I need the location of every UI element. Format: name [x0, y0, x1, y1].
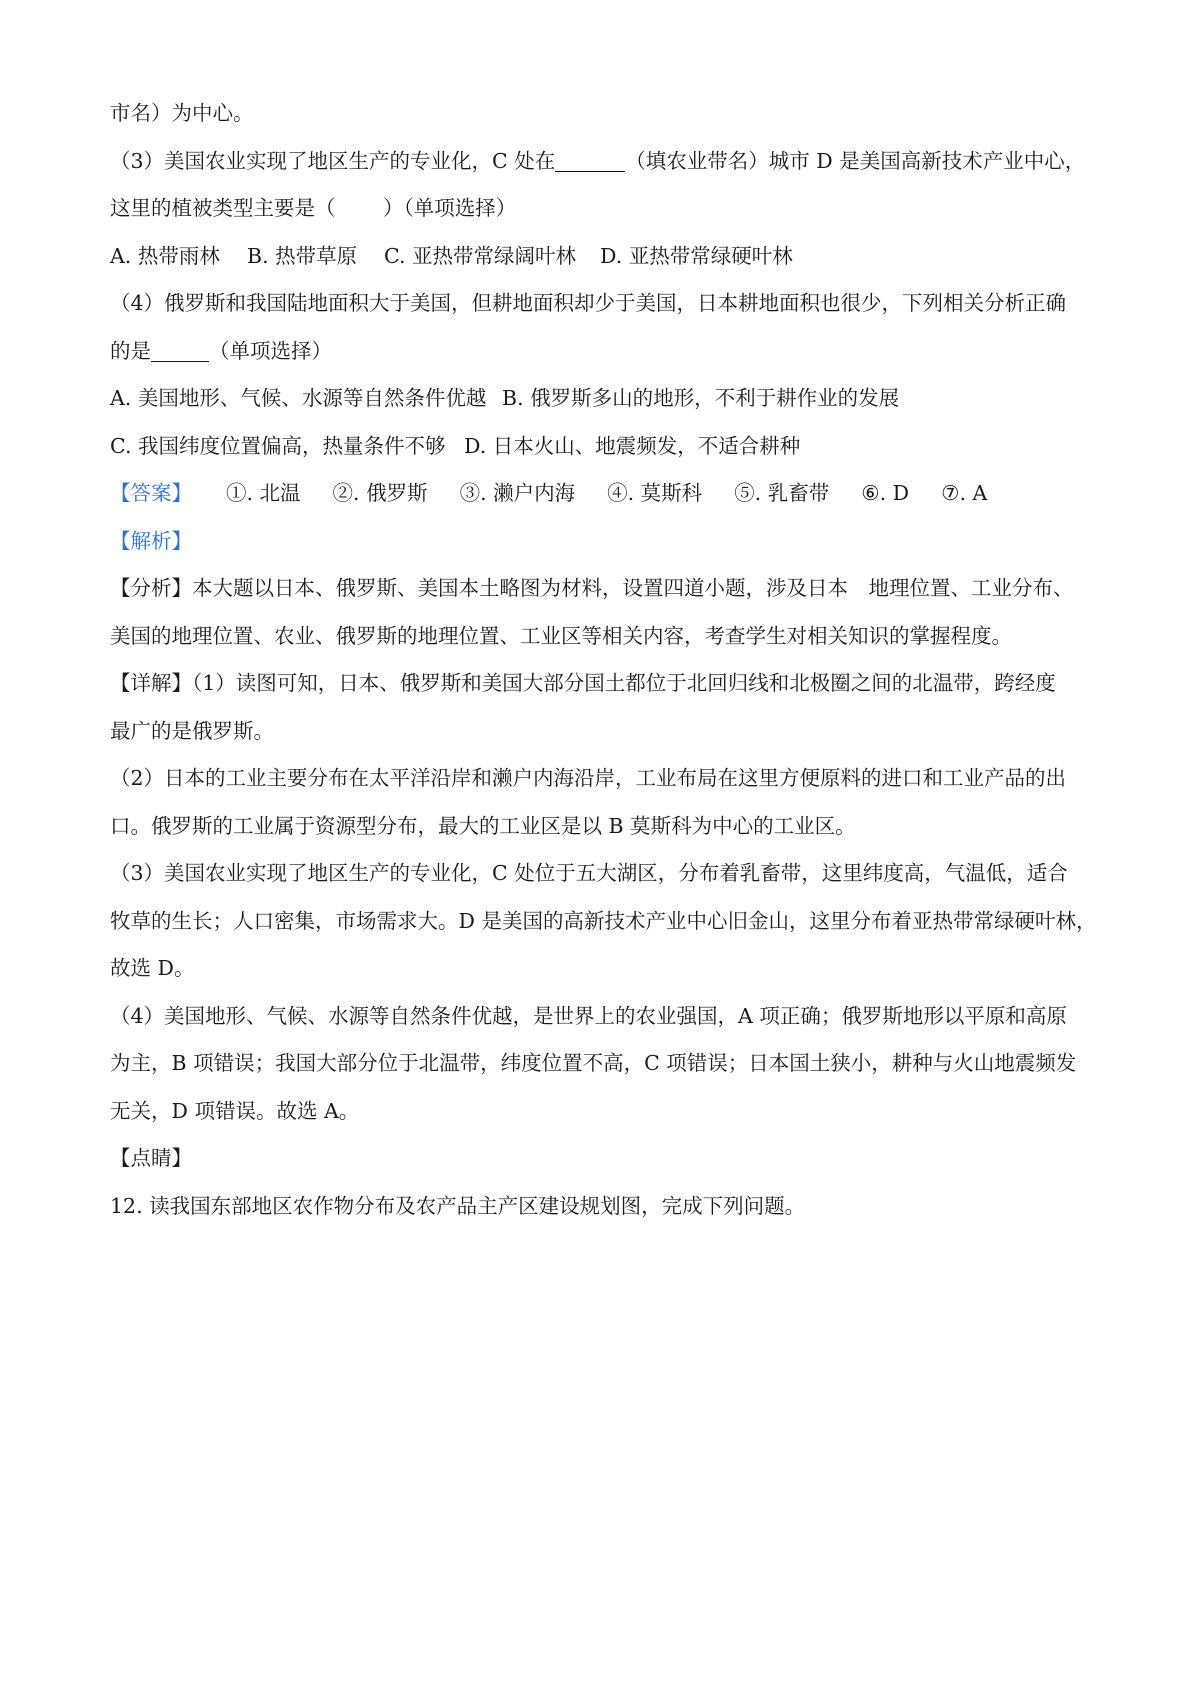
answer-blank [151, 337, 209, 362]
answer-line [110, 470, 1100, 518]
detail-line: （4）美国地形、气候、水源等自然条件优越，是世界上的农业强国，A 项正确；俄罗斯地形以平原和高原 [110, 1003, 1067, 1028]
analysis-line: 美国的地理位置、农业、俄罗斯的地理位置、工业区等相关内容，考查学生对相关知识的掌握程度。 [110, 623, 1012, 648]
text-line: 市名）为中心。 [110, 101, 254, 125]
document-page [110, 90, 1100, 1230]
question-4-line-1: （4）俄罗斯和我国陆地面积大于美国，但耕地面积却少于美国，日本耕地面积也很少，下列相关分析正确 [110, 291, 1067, 315]
option-c: C. 亚热带常绿阔叶林 [384, 243, 576, 268]
answer-label: 【答案】 [110, 481, 192, 505]
answer-item: ①. 北温 [226, 481, 301, 505]
detail-line: 口。俄罗斯的工业属于资源型分布，最大的工业区是以 B 莫斯科为中心的工业区。 [110, 813, 856, 838]
text-span: （3）美国农业实现了地区生产的专业化，C 处在 [110, 148, 556, 173]
detail-line: （3）美国农业实现了地区生产的专业化，C 处位于五大湖区，分布着乳畜带，这里纬度高，气温低，适合 [110, 861, 1068, 885]
option-a: A. 热带雨林 [110, 243, 220, 268]
option-c: C. 我国纬度位置偏高，热量条件不够 [110, 433, 446, 458]
detail-line: 故选 D。 [110, 956, 195, 980]
answer-item: ⑦. A [941, 481, 988, 505]
answer-item: ⑥. D [861, 481, 910, 505]
question-4-line-2 [110, 328, 1100, 376]
answer-item: ③. 濑户内海 [459, 481, 576, 505]
question-3-options [110, 233, 1100, 281]
option-d: D. 亚热带常绿硬叶林 [600, 243, 793, 268]
option-b: B. 热带草原 [247, 243, 358, 268]
question-4-options-row-1 [110, 375, 1100, 423]
detail-line: 无关，D 项错误。故选 A。 [110, 1098, 360, 1123]
answer-item: ④. 莫斯科 [607, 481, 703, 505]
option-a: A. 美国地形、气候、水源等自然条件优越 [110, 386, 487, 410]
text-span: （单项选择） [209, 338, 332, 363]
dianjing-label: 【点睛】 [110, 1146, 192, 1170]
answer-blank [555, 147, 625, 172]
text-span: 的是 [110, 338, 151, 363]
question-3-line-1 [110, 138, 1100, 186]
detail-line: 最广的是俄罗斯。 [110, 718, 274, 743]
answer-item: ⑤. 乳畜带 [734, 481, 830, 505]
analysis-label: 【解析】 [110, 528, 192, 553]
option-d: D. 日本火山、地震频发，不适合耕种 [464, 433, 801, 458]
answer-item: ②. 俄罗斯 [332, 481, 428, 505]
text-span: （填农业带名）城市 D 是美国高新技术产业中心， [625, 148, 1086, 173]
question-12: 12. 读我国东部地区农作物分布及农产品主产区建设规划图，完成下列问题。 [110, 1193, 806, 1218]
question-4-options-row-2 [110, 423, 1100, 471]
analysis-line: 【分析】本大题以日本、俄罗斯、美国本土略图为材料，设置四道小题，涉及日本 地理位置、工业分布、 [110, 576, 1074, 600]
detail-line: 牧草的生长；人口密集，市场需求大。D 是美国的高新技术产业中心旧金山，这里分布着亚热带常绿硬叶林， [110, 908, 1097, 933]
detail-line: （2）日本的工业主要分布在太平洋沿岸和濑户内海沿岸，工业布局在这里方便原料的进口和工业产品的出 [110, 766, 1067, 790]
detail-line: 为主，B 项错误；我国大部分位于北温带，纬度位置不高，C 项错误；日本国土狭小，耕种与火山地震频发 [110, 1051, 1077, 1075]
detail-line: 【详解】（1）读图可知，日本、俄罗斯和美国大部分国土都位于北回归线和北极圈之间的北温带，跨经度 [110, 671, 1056, 695]
question-3-line-2: 这里的植被类型主要是（ ）（单项选择） [110, 196, 517, 220]
option-b: B. 俄罗斯多山的地形，不利于耕作业的发展 [502, 386, 900, 410]
